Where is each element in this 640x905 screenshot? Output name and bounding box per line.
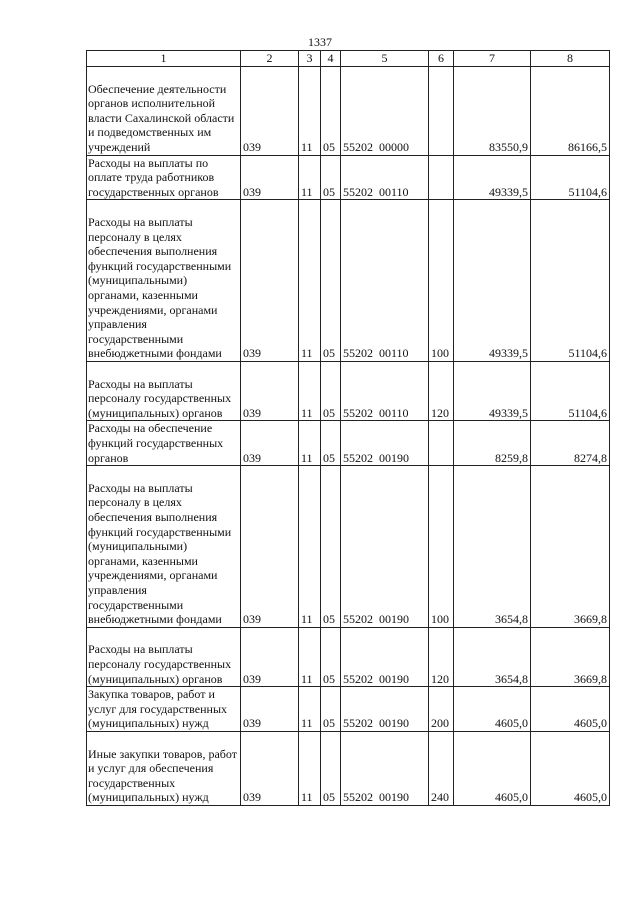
- table-row: [87, 466, 610, 628]
- amount-col-8: 51104,6: [531, 155, 610, 200]
- amount-col-8: 3669,8: [531, 466, 610, 628]
- target-article-code: [341, 155, 429, 200]
- table-row: [87, 687, 610, 732]
- ministry-code: 039: [241, 627, 299, 686]
- target-article-code: [341, 361, 429, 420]
- amount-col-7: 4605,0: [454, 687, 531, 732]
- ministry-code: 039: [241, 67, 299, 156]
- target-article-program: 55202: [343, 405, 373, 420]
- amount-col-7: 83550,9: [454, 67, 531, 156]
- target-article-program: 55202: [343, 716, 373, 731]
- expense-type-code: 240: [429, 731, 454, 805]
- subsection-code: 05: [321, 67, 341, 156]
- target-article-code: [341, 67, 429, 156]
- target-article-code: [341, 421, 429, 466]
- target-article-code: [341, 200, 429, 362]
- column-header: 3: [299, 51, 321, 67]
- expense-type-code: 120: [429, 361, 454, 420]
- target-article-code: [341, 687, 429, 732]
- table-row: [87, 627, 610, 686]
- target-article-program: 55202: [343, 346, 373, 361]
- table-row: [87, 200, 610, 362]
- ministry-code: 039: [241, 421, 299, 466]
- expense-type-code: 100: [429, 200, 454, 362]
- amount-col-7: 3654,8: [454, 466, 531, 628]
- expense-type-code: 120: [429, 627, 454, 686]
- target-article-direction: 00110: [379, 184, 409, 199]
- section-code: 11: [299, 200, 321, 362]
- section-code: 11: [299, 687, 321, 732]
- row-description: Иные закупки товаров, работ и услуг для обеспечения государственных (муниципальных) нужд: [87, 731, 241, 805]
- target-article-direction: 00190: [379, 612, 409, 627]
- subsection-code: 05: [321, 687, 341, 732]
- amount-col-7: 4605,0: [454, 731, 531, 805]
- subsection-code: 05: [321, 627, 341, 686]
- table-row: [87, 361, 610, 420]
- ministry-code: 039: [241, 361, 299, 420]
- expense-type-code: 100: [429, 466, 454, 628]
- column-header: 7: [454, 51, 531, 67]
- column-header: 6: [429, 51, 454, 67]
- target-article-program: 55202: [343, 671, 373, 686]
- expense-type-code: [429, 155, 454, 200]
- table-header-row: [87, 51, 610, 67]
- amount-col-8: 51104,6: [531, 361, 610, 420]
- amount-col-7: 49339,5: [454, 361, 531, 420]
- target-article-program: 55202: [343, 790, 373, 805]
- amount-col-7: 3654,8: [454, 627, 531, 686]
- target-article-direction: 00190: [379, 671, 409, 686]
- budget-table: [86, 50, 610, 806]
- subsection-code: 05: [321, 466, 341, 628]
- amount-col-7: 49339,5: [454, 200, 531, 362]
- section-code: 11: [299, 466, 321, 628]
- section-code: 11: [299, 361, 321, 420]
- table-row: [87, 67, 610, 156]
- subsection-code: 05: [321, 421, 341, 466]
- amount-col-8: 3669,8: [531, 627, 610, 686]
- amount-col-8: 51104,6: [531, 200, 610, 362]
- subsection-code: 05: [321, 155, 341, 200]
- row-description: Обеспечение деятельности органов исполнительной власти Сахалинской области и подведомственных им учреждений: [87, 67, 241, 156]
- ministry-code: 039: [241, 200, 299, 362]
- target-article-code: [341, 731, 429, 805]
- section-code: 11: [299, 731, 321, 805]
- row-description: Закупка товаров, работ и услуг для государственных (муниципальных) нужд: [87, 687, 241, 732]
- table-row: [87, 731, 610, 805]
- target-article-direction: 00190: [379, 716, 409, 731]
- row-description: Расходы на выплаты персоналу государственных (муниципальных) органов: [87, 361, 241, 420]
- target-article-program: 55202: [343, 140, 373, 154]
- subsection-code: 05: [321, 731, 341, 805]
- amount-col-8: 4605,0: [531, 687, 610, 732]
- target-article-program: 55202: [343, 450, 373, 465]
- column-header: 2: [241, 51, 299, 67]
- row-description: Расходы на выплаты персоналу в целях обеспечения выполнения функций государственными (муниципальными) органами, казенными учреждениями, органами управления государственными внебюджетными фондами: [87, 200, 241, 362]
- target-article-code: [341, 627, 429, 686]
- column-header: 1: [87, 51, 241, 67]
- page-number: 1337: [308, 35, 332, 49]
- target-article-program: 55202: [343, 184, 373, 199]
- table-row: [87, 421, 610, 466]
- target-article-direction: 00110: [379, 405, 409, 420]
- amount-col-8: 8274,8: [531, 421, 610, 466]
- target-article-direction: 00190: [379, 790, 409, 805]
- subsection-code: 05: [321, 200, 341, 362]
- ministry-code: 039: [241, 155, 299, 200]
- section-code: 11: [299, 155, 321, 200]
- expense-type-code: [429, 67, 454, 156]
- target-article-program: 55202: [343, 612, 373, 627]
- section-code: 11: [299, 627, 321, 686]
- amount-col-8: 86166,5: [531, 67, 610, 156]
- row-description: Расходы на обеспечение функций государственных органов: [87, 421, 241, 466]
- column-header: 4: [321, 51, 341, 67]
- amount-col-7: 49339,5: [454, 155, 531, 200]
- target-article-code: [341, 466, 429, 628]
- amount-col-8: 4605,0: [531, 731, 610, 805]
- expense-type-code: 200: [429, 687, 454, 732]
- table-row: [87, 155, 610, 200]
- expense-type-code: [429, 421, 454, 466]
- ministry-code: 039: [241, 466, 299, 628]
- row-description: Расходы на выплаты по оплате труда работников государственных органов: [87, 155, 241, 200]
- section-code: 11: [299, 421, 321, 466]
- column-header: 5: [341, 51, 429, 67]
- row-description: Расходы на выплаты персоналу государственных (муниципальных) органов: [87, 627, 241, 686]
- ministry-code: 039: [241, 731, 299, 805]
- target-article-direction: 00190: [379, 450, 409, 465]
- subsection-code: 05: [321, 361, 341, 420]
- target-article-direction: 00110: [379, 346, 409, 361]
- amount-col-7: 8259,8: [454, 421, 531, 466]
- section-code: 11: [299, 67, 321, 156]
- target-article-direction: 00000: [379, 140, 409, 154]
- column-header: 8: [531, 51, 610, 67]
- ministry-code: 039: [241, 687, 299, 732]
- row-description: Расходы на выплаты персоналу в целях обеспечения выполнения функций государственными (муниципальными) органами, казенными учреждениями, органами управления государственными внебюджетными фондами: [87, 466, 241, 628]
